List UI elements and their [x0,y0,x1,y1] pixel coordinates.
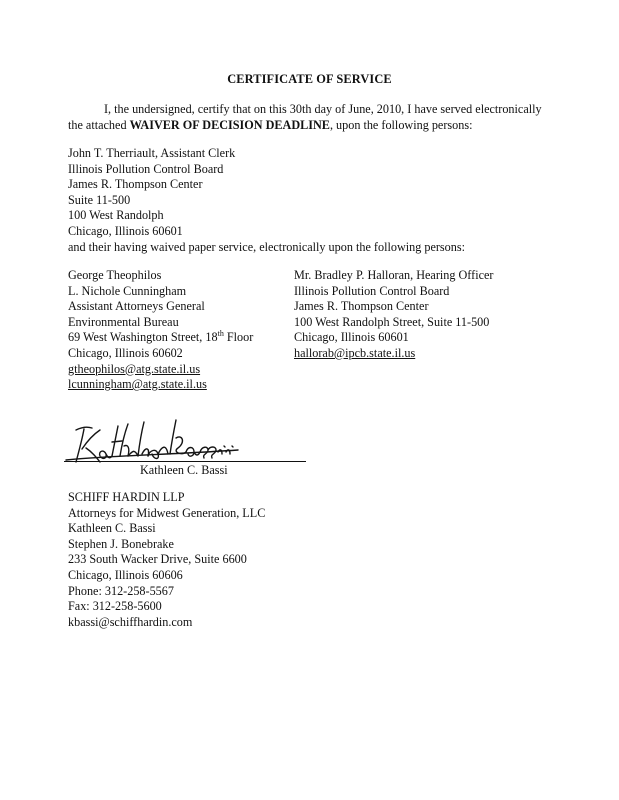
firm-line: Chicago, Illinois 60606 [68,567,183,582]
officer-email-link[interactable]: hallorab@ipcb.state.il.us [294,345,416,360]
firm-line: Kathleen C. Bassi [68,521,156,536]
firm-line: 233 South Wacker Drive, Suite 6600 [68,552,247,567]
firm-phone: Phone: 312-258-5567 [68,583,174,598]
ag-address [68,330,253,346]
clerk-line: Illinois Pollution Control Board [68,161,224,176]
officer-line: Chicago, Illinois 60601 [294,330,409,345]
certification-tail: , upon the following persons: [329,117,473,132]
hearing-officer-block [294,268,493,362]
waived-service-text: and their having waived paper service, electronically upon the following persons: [68,240,465,254]
officer-line: 100 West Randolph Street, Suite 11-500 [294,314,490,329]
signature-line [64,461,306,462]
clerk-line: John T. Therriault, Assistant Clerk [68,146,236,160]
attorney-general-block [68,268,253,393]
clerk-line: 100 West Randolph [68,208,164,223]
ag-city: Chicago, Illinois 60602 [68,345,183,360]
firm-line: Attorneys for Midwest Generation, LLC [68,505,266,520]
ag-address-floor: Floor [223,330,254,345]
clerk-line: Chicago, Illinois 60601 [68,223,183,238]
ag-line: Assistant Attorneys General [68,299,205,314]
ag-email-link[interactable]: lcunningham@atg.state.il.us [68,377,207,392]
ag-email-link[interactable]: gtheophilos@atg.state.il.us [68,361,201,376]
ag-line: Environmental Bureau [68,314,179,329]
ag-address-street: 69 West Washington Street, 18 [68,330,218,345]
certification-lead: I, the undersigned, certify that on this 30th day of June, 2010, I have served electronically the attached [68,102,542,132]
ag-line: George Theophilos [68,268,162,282]
signer-printed-name: Kathleen C. Bassi [140,463,228,477]
firm-email: kbassi@schiffhardin.com [68,614,193,629]
document-name: WAIVER OF DECISION DEADLINE [129,117,330,132]
firm-name: SCHIFF HARDIN LLP [68,490,185,504]
certification-paragraph [68,102,558,133]
clerk-line: Suite 11-500 [68,192,131,207]
firm-fax: Fax: 312-258-5600 [68,599,162,614]
firm-line: Stephen J. Bonebrake [68,536,174,551]
document-title: CERTIFICATE OF SERVICE [227,72,392,86]
clerk-address-block [68,146,235,240]
ag-address-ordinal: th [217,329,224,339]
officer-line: Illinois Pollution Control Board [294,283,450,298]
ag-line: L. Nichole Cunningham [68,283,187,298]
officer-line: James R. Thompson Center [294,299,429,314]
firm-signature-block [68,490,265,630]
officer-line: Mr. Bradley P. Halloran, Hearing Officer [294,268,494,282]
clerk-line: James R. Thompson Center [68,177,203,192]
